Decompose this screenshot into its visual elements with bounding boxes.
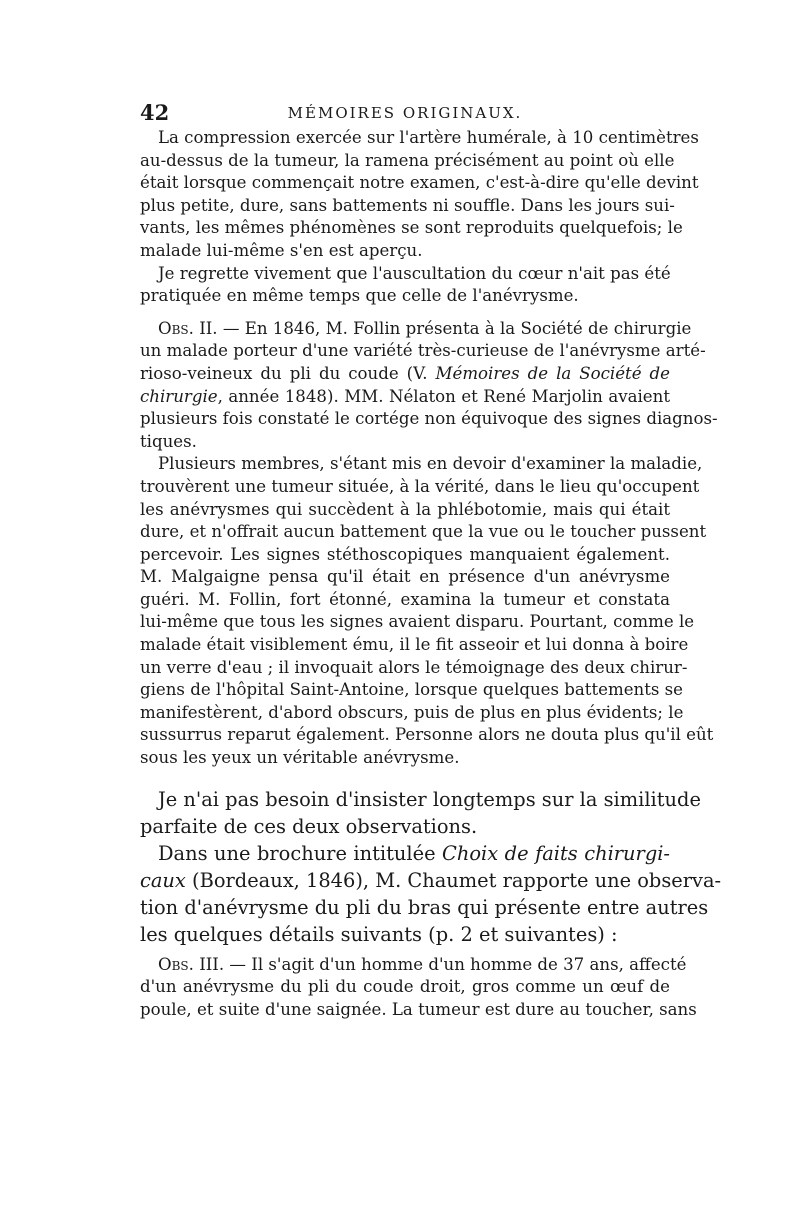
text-fragment: Dans une brochure intitulée	[158, 841, 443, 865]
text-line: sous les yeux un véritable anévrysme.	[140, 748, 460, 768]
text-fragment: — En 1846, M. Follin présenta à la Société de chirurgie	[217, 318, 692, 338]
text-line: les anévrysmes qui succèdent à la phlébotomie, mais qui était	[140, 499, 670, 519]
text-line: guéri. M. Follin, fort étonné, examina la tumeur et constata	[140, 589, 670, 609]
text-fragment: rioso-veineux du pli du coude (V.	[140, 363, 436, 383]
text-line: au-dessus de la tumeur, la ramena précisément au point où elle	[140, 150, 675, 170]
citation-title: Mémoires de la Société de	[435, 363, 670, 383]
text-line: percevoir. Les signes stéthoscopiques manquaient également.	[140, 544, 670, 564]
text-line	[140, 363, 670, 386]
paragraph-similitude	[140, 786, 701, 840]
text-line	[140, 840, 670, 867]
text-line: un verre d'eau ; il invoquait alors le témoignage des deux chirur-	[140, 657, 688, 677]
text-line: tiques.	[140, 431, 197, 451]
paragraph-members	[140, 453, 714, 769]
paragraph-brochure	[140, 840, 722, 948]
text-line: tion d'anévrysme du pli du bras qui présente entre autres	[140, 895, 709, 919]
text-line: pratiquée en même temps que celle de l'anévrysme.	[140, 286, 579, 306]
text-line: giens de l'hôpital Saint-Antoine, lorsque quelques battements se	[140, 680, 683, 700]
text-line: d'un anévrysme du pli du coude droit, gros comme un œuf de	[140, 977, 670, 997]
paragraph-regret	[140, 263, 670, 308]
citation-title: chirurgie	[140, 386, 218, 406]
page-body	[140, 127, 722, 1021]
observation-label: Obs. II.	[158, 318, 218, 338]
text-line: plusieurs fois constaté le cortége non équivoque des signes diagnos-	[140, 409, 718, 429]
text-line: malade lui-même s'en est aperçu.	[140, 240, 423, 260]
text-line: parfaite de ces deux observations.	[140, 814, 478, 838]
text-line: un malade porteur d'une variété très-curieuse de l'anévrysme arté-	[140, 341, 706, 361]
text-fragment: , année 1848). MM. Nélaton et René Marjolin avaient	[217, 386, 670, 406]
text-line: trouvèrent une tumeur située, à la vérité, dans le lieu qu'occupent	[140, 476, 700, 496]
text-line: vants, les mêmes phénomènes se sont reproduits quelquefois; le	[140, 218, 683, 238]
book-title: caux	[140, 868, 186, 892]
text-line	[140, 867, 722, 894]
text-line: dure, et n'offrait aucun battement que la vue ou le toucher pussent	[140, 522, 707, 542]
text-line: les quelques détails suivants (p. 2 et suivantes) :	[140, 922, 618, 946]
text-line	[140, 954, 687, 977]
text-line	[140, 386, 670, 409]
text-line: Je regrette vivement que l'auscultation du cœur n'ait pas été	[158, 263, 671, 283]
text-fragment: (Bordeaux, 1846), M. Chaumet rapporte une observa-	[185, 868, 722, 892]
text-line: sussurrus reparut également. Personne alors ne douta plus qu'il eût	[140, 725, 714, 745]
paragraph-compression	[140, 127, 699, 263]
text-line: M. Malgaigne pensa qu'il était en présence d'un anévrysme	[140, 567, 670, 587]
text-line: plus petite, dure, sans battements ni souffle. Dans les jours sui-	[140, 195, 675, 215]
text-line: La compression exercée sur l'artère humérale, à 10 centimètres	[158, 128, 699, 147]
text-line	[140, 318, 692, 341]
text-line: manifestèrent, d'abord obscurs, puis de plus en plus évidents; le	[140, 702, 684, 722]
text-line: lui-même que tous les signes avaient disparu. Pourtant, comme le	[140, 612, 695, 632]
paragraph-obs-3	[140, 954, 697, 1022]
text-line: poule, et suite d'une saignée. La tumeur est dure au toucher, sans	[140, 999, 697, 1019]
observation-label: Obs. III.	[158, 954, 225, 974]
text-fragment: — Il s'agit d'un homme d'un homme de 37 ans, affecté	[224, 954, 687, 974]
text-line: était lorsque commençait notre examen, c'est-à-dire qu'elle devint	[140, 173, 699, 193]
paragraph-obs-2	[140, 318, 718, 454]
page-number: 42	[140, 100, 170, 125]
running-title: MÉMOIRES ORIGINAUX.	[287, 104, 523, 122]
text-line: Plusieurs membres, s'étant mis en devoir d'examiner la maladie,	[158, 454, 703, 474]
page-header	[140, 100, 670, 126]
book-title: Choix de faits chirurgi-	[442, 841, 670, 865]
text-line: malade était visiblement ému, il le fit asseoir et lui donna à boire	[140, 635, 689, 655]
text-line: Je n'ai pas besoin d'insister longtemps sur la similitude	[158, 787, 701, 811]
